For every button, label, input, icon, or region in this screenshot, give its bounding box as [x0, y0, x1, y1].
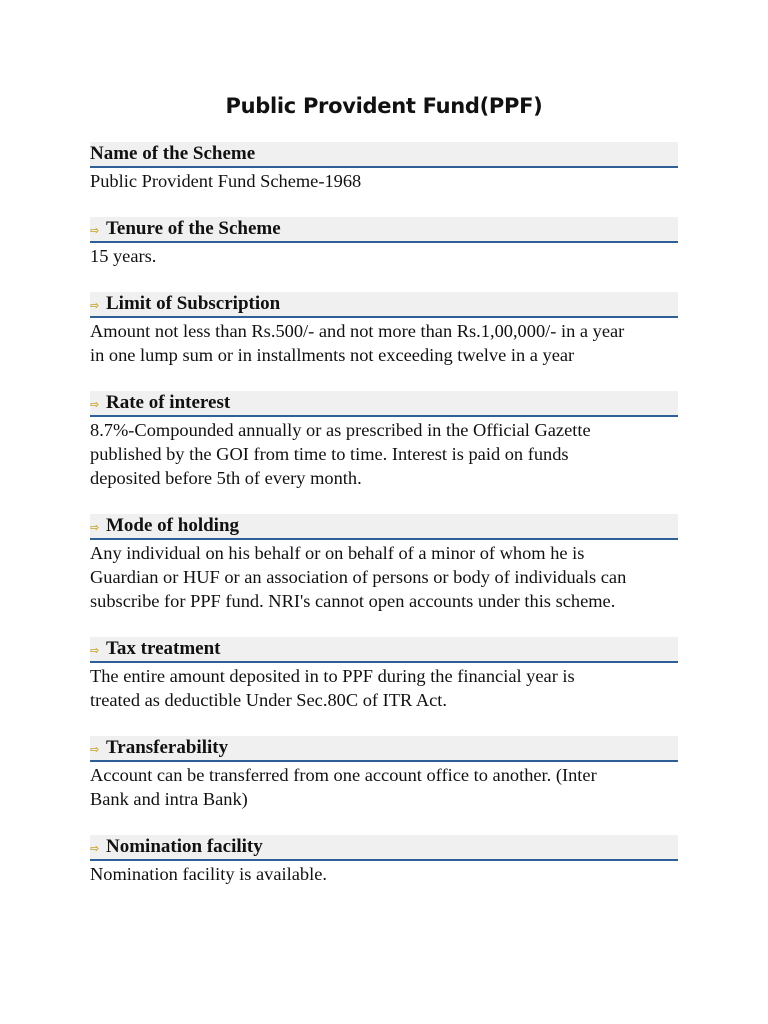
- section-text-line: Public Provident Fund Scheme-1968: [90, 171, 362, 191]
- section-body: [90, 540, 678, 613]
- section-heading-text: Name of the Scheme: [90, 143, 256, 164]
- section-text-line: in one lump sum or in installments not exceeding twelve in a year: [90, 345, 575, 365]
- section-text-line: Any individual on his behalf or on behalf of a minor of whom he is: [90, 543, 585, 563]
- arrow-right-icon: ⇨: [90, 644, 100, 657]
- section-text-line: Bank and intra Bank): [90, 789, 248, 809]
- section-heading: [90, 637, 678, 663]
- section-body: [90, 762, 678, 811]
- section-nomination-facility: [90, 835, 678, 886]
- section-heading: [90, 391, 678, 417]
- sections-list: [90, 142, 678, 886]
- section-heading-text: Limit of Subscription: [106, 293, 281, 314]
- section-text-line: Amount not less than Rs.500/- and not more than Rs.1,00,000/- in a year: [90, 321, 625, 341]
- document-title: Public Provident Fund(PPF): [225, 94, 543, 118]
- section-text-line: Guardian or HUF or an association of persons or body of individuals can: [90, 567, 627, 587]
- section-mode-of-holding: [90, 514, 678, 613]
- section-transferability: [90, 736, 678, 811]
- section-text-line: 15 years.: [90, 246, 157, 266]
- section-limit-of-subscription: [90, 292, 678, 367]
- section-name-of-scheme: [90, 142, 678, 193]
- section-text-line: treated as deductible Under Sec.80C of ITR Act.: [90, 690, 447, 710]
- section-heading-text: Tax treatment: [106, 638, 221, 659]
- arrow-right-icon: ⇨: [90, 224, 100, 237]
- section-heading: [90, 514, 678, 540]
- section-body: [90, 663, 678, 712]
- section-heading: [90, 835, 678, 861]
- section-rate-of-interest: [90, 391, 678, 490]
- section-body: [90, 243, 678, 268]
- section-body: [90, 861, 678, 886]
- section-tax-treatment: [90, 637, 678, 712]
- section-tenure: [90, 217, 678, 268]
- section-heading: [90, 142, 678, 168]
- section-heading-text: Nomination facility: [106, 836, 263, 857]
- section-body: [90, 318, 678, 367]
- section-text-line: Account can be transferred from one account office to another. (Inter: [90, 765, 597, 785]
- section-text-line: 8.7%-Compounded annually or as prescribed in the Official Gazette: [90, 420, 591, 440]
- arrow-right-icon: ⇨: [90, 299, 100, 312]
- section-heading-text: Mode of holding: [106, 515, 240, 536]
- section-heading-text: Transferability: [106, 737, 229, 758]
- section-body: [90, 417, 678, 490]
- section-heading-text: Tenure of the Scheme: [106, 218, 281, 239]
- section-text-line: deposited before 5th of every month.: [90, 468, 362, 488]
- section-text-line: subscribe for PPF fund. NRI's cannot open accounts under this scheme.: [90, 591, 616, 611]
- section-text-line: Nomination facility is available.: [90, 864, 327, 884]
- arrow-right-icon: ⇨: [90, 521, 100, 534]
- arrow-right-icon: ⇨: [90, 743, 100, 756]
- section-heading: [90, 736, 678, 762]
- section-heading-text: Rate of interest: [106, 392, 231, 413]
- section-text-line: The entire amount deposited in to PPF during the financial year is: [90, 666, 575, 686]
- section-body: [90, 168, 678, 193]
- section-heading: [90, 292, 678, 318]
- arrow-right-icon: ⇨: [90, 398, 100, 411]
- section-text-line: published by the GOI from time to time. Interest is paid on funds: [90, 444, 569, 464]
- arrow-right-icon: ⇨: [90, 842, 100, 855]
- section-heading: [90, 217, 678, 243]
